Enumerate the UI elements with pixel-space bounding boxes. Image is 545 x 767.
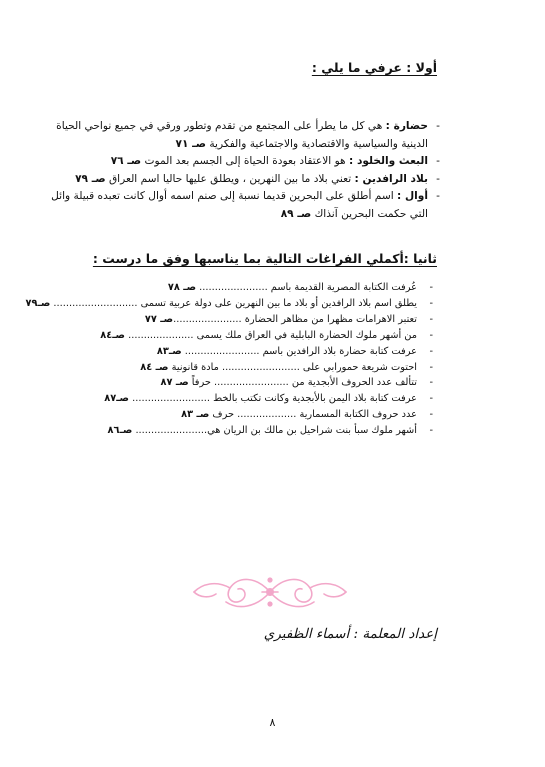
definition-item [35,118,440,153]
definition-term: حضارة : [385,120,428,132]
page-reference: صـ ٧١ [175,137,206,150]
fill-blank-item [33,312,433,328]
fill-blank-text: عرفت كتابة بلاد اليمن بالأبجدية وكانت تكتب بالخط ......................... [129,393,417,405]
definition-text: هو الاعتقاد بعودة الحياة إلى الجسم بعد الموت [141,155,350,168]
definition-term: بلاد الرافدين : [354,172,428,185]
page-reference: صـ ٧٧ [144,313,174,325]
page-reference: صـ ٨٧ [160,377,189,389]
fill-blank-text: تعتبر الاهرامات مظهرا من مظاهر الحضارة ...................... [173,313,417,325]
fill-blank-text: احتوت شريعة حمورابي على ......................... مادة قانونية [168,361,417,373]
definition-item [35,153,440,171]
definition-text: اسم أطلق على البحرين قديما نسبة إلى صنم اسمه أوال كانت تعبده قبيلة وائل التي حكمت البحرين آنذاك [51,190,428,220]
fill-blank-text: عرفت كتابة حضارة بلاد الرافدين باسم ........................ [181,345,417,357]
page-reference: صـ٨٤ [100,329,126,341]
fill-blank-item [33,391,433,407]
page-number: ٨ [269,716,276,729]
page-reference: صـ٨٦ [107,425,133,437]
fill-blank-text: عُرفت الكتابة المصرية القديمة باسم ...................... [196,282,417,293]
page-reference: صـ٧٩ [25,297,51,309]
definition-term: أوال : [397,190,428,203]
page-reference: صـ٨٧ [104,393,130,405]
page-reference: صـ ٨٤ [140,361,169,373]
definitions-list [35,118,440,224]
fill-blank-item [33,423,433,439]
fill-blank-item [33,375,433,391]
fill-blank-item [25,296,433,312]
definition-text: هي كل ما يطرأ على المجتمع من تقدم وتطور ورقي في جميع نواحي الحياة الدينية والسياسية والاقتصادية والاجتماعية والفكرية [56,120,428,150]
definition-item [35,171,440,189]
fill-blanks-list [25,280,433,439]
page-reference: صـ ٨٣ [181,409,210,421]
page-reference: صـ٨٣ [156,345,182,357]
fill-blank-text: عدد حروف الكتابة المسمارية ................... حرف [209,409,417,421]
page-reference: صـ ٨٩ [280,207,312,220]
fill-blank-text: أشهر ملوك سبأ بنت شراحيل بن مالك بن الريان هي....................... [132,425,417,437]
section1-title: أولا : عرفي ما يلي : [311,60,437,75]
teacher-credit: إعداد المعلمة : أسماء الظفيري [263,626,437,642]
fill-blank-item [33,407,433,423]
page-reference: صـ ٧٩ [75,172,106,185]
fill-blank-text: يطلق اسم بلاد الرافدين أو بلاد ما بين النهرين على دولة عربية تسمى ........................... [50,297,417,309]
section2-title: ثانيا :أكملي الفراغات التالية بما يناسبها وفق ما درست : [92,251,437,266]
definition-text: تعني بلاد ما بين النهرين ، ويطلق عليها حاليا اسم العراق [105,172,355,185]
fill-blank-item [33,344,433,360]
fill-blank-text: تتألف عدد الحروف الأبجدية من ........................ حرفاً [188,377,417,389]
definition-term: البعث والخلود : [349,155,428,168]
floral-ornament-icon [186,568,354,616]
fill-blank-item [33,328,433,344]
page-reference: صـ ٧٦ [110,155,142,168]
fill-blank-item [33,360,433,376]
fill-blank-text: من أشهر ملوك الحضارة البابلية في العراق ملك يسمى ..................... [125,329,417,341]
page-reference: صـ ٧٨ [167,282,197,293]
fill-blank-item [33,280,433,296]
definition-item [35,188,440,223]
